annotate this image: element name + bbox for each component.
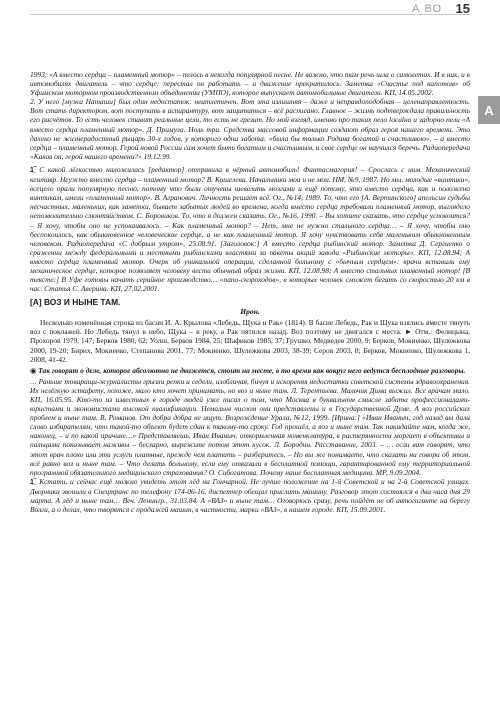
page-number: 15	[455, 1, 470, 16]
entry-body: Несколько изменённая строка из басни И. А. Крылова «Лебедь, Щука и Рак» (1814). В басне Лебедь, Рак и Щука взялись вместе тянуть воз с поклажей. Но Лебедь тянул в небо, Щука – в реку, а Рак пятился назад. Воз поэтому не двигался с места. ► Отм.: Фелицына, Прохоров 1979, 147; Берков 1980, 62; Уолш, Берков 1984, 25; Шафиков 1985, 37; Грушко, Медведев 2000, 9; Берков, Мокиенко, Шулежкова 2000, 19-20; Бирих, Мокиенко, Степанова 2001, 77; Мокиенко, Шулежкова 2003, 38-39; Серов 2003, 8; Берков, Мокиенко, Шулежкова 1, 2008, 41-42.	[30, 318, 470, 364]
paragraph: … Раньше товарищи-журналисты грызли репки и седели, изобличая, бичуя и искореняя недостатки советской системы здравоохранения. Их нелёгкую эстафету, похоже, мало кто хочет принимать, но воз и ныне там. Л. Терентьева. Мальчик Дима выжил. Все врачам мало. КП, 16.05.95. Кто-то из известных в городе людей уже писал о том, что Москва в буквальном смысле забита профессионалами-юристами и экономистами высокой квалификации. Немалым числом они представлены и в Государственной Думе. А воз российских проблем и ныне там. В. Романов. От добра добра не ищут. Возрождение Урала, №12, 1999. [Ирина:] «Иван Иваныч, год назад вы дали слово избирателям, что такой-то объект будет сдан к такому-то сроку. Год прошёл, а воз и ныне там. Так накидайте нам, когда же, наконец, – и по какой причине…» Представляешь, Иван Иваныч, откормленная номенклатура, в растерянности моргает в объективы и пальцами показывает наживы – бесхарно, вырежьте потом этот кусок. Л. Бородин. Расставание, 2003. – … если вам говорят, что этот врач плохо или эти услуги платные, прежде чем платить – разберитесь. – Но вы же понимаете, что сказать ни говори об этом, всё равно воз и ныне там. – Что делать больному, если ему отказали в бесплатной помощи, гарантированной ему территориальной программой обязательного медицинского страхования? О. Сибогатова. Почему наше бесплатная медицина. МР, 9.09.2004.	[30, 376, 470, 477]
example-marker-icon: 1⁠̲‾	[30, 166, 37, 174]
paragraph: 1993; «А вместо сердца – пламенный мотор» – пелось в некогда популярной песне. Не важно, что там речь шла о самолетах. И в них, и в автомобилях двигатель – что сердце: перестал он работать – и движение прекратилось. Заметка «Счастье под капотом» об Уфимском моторном производственном объединении (УМПО), которое выпускает автомобильные двигатели. КП, 14.05.2002.	[30, 70, 470, 98]
header-rule	[30, 14, 470, 15]
bullet-icon: ◉	[30, 365, 39, 375]
page-content	[30, 70, 470, 514]
paragraph: 2. У него [мужа Наташи] был один недостаток: неатлетичен. Вот эта излишняя – даже и неправдоподобная – целенаправленность. Вот стать директором, вот поступить в аспирантуру, вот защититься – всё расписано. Главное – жизнь подтверждала правильность его расчётов. То есть человек ставит реальные цели, то есть не грезит. Но мой взгляд, именно про таких пело localно и задорно пели «А вместо сердца пламенный мотор». Д. Примула. Ноль три. Средства массовой информации создают образ героя нашего времени. Это далеко не жизнерадостный рыцарь 30-х годов, у которого одна забота: «была бы только Родина богатой и счастливою», – а вместо сердца – пламенный мотор. Герой новой России сам хочет быть богатым и счастливым, и свое сердце он научился беречь. Радиопередача «Каков он, герой нашего времени?» 19.12.99.	[30, 97, 471, 161]
running-head: А ВО	[412, 3, 442, 15]
entry-headword: [А] ВОЗ И НЫНЕ ТАМ.	[30, 297, 121, 308]
thumb-index-tab[interactable]: А	[478, 96, 500, 124]
entry-style-label: Ирон.	[240, 307, 260, 317]
sense-definition: ◉ Так говорят о деле, которое абсолютно не движется, стоит на месте, в то время как вокруг него ведутся бесплодные разговоры.	[30, 365, 466, 375]
paragraph: 1⁠̲‾ Кстати, и сейчас ещё можно увидеть этот лёд на Гончарной. Не лучше положение на 1-й Советской и на 2-й Советской улицах. Дворники звонили в Спецтранс по телефону 174-06-16, диспетчер обещал прислать машину. Разговор этот состоялся в два часа дня 29 марта. А лёд и ныне там… Веч. Ленингр., 31.03.84. А «ВАЗ» и ныне там… Оговорюсь сразу, речь пойдёт не об автогиганте на берегу Волги, а о делах, что творятся с продажей машин, в частности, марки «ВАЗ», в нашем городе. КП, 15.09.2001.	[30, 476, 470, 515]
example-marker-icon: 1⁠̲‾	[30, 478, 37, 486]
paragraph: 1⁠̲‾ С какой лёгкостью наложилась [редактор] отправила в чёрный автомобиль! Фантасмагория! – Срослась с ним. Механический кентавр. Неужто вместо сердца – пламенный мотор? В. Кошелева. Начальники мои и не мои. НМ, №9, 1987. Но мы, молодые «винтики», всецело орали популярную песню, потому что были отучены шевелить мозгами и ещё потому, что вместо сердца, как и положено винтикам, имели «пламенный мотор». В. Агранович. Личность решает всё. Ог., №14, 1989. То, что его [А. Вертинского] апельсин судьбы несчастных, маленьких, как заметки, бывает забытых людей во времена, когда вместо сердца требовали пламенный мотор, выглядело непозволительно слюнтяйством. С. Боровиков. То, что я должен сказать. Ог., №16, 1990. – Вы хотите сказать, что сердце успокоится? – Я хочу, чтобы оно не успокаивалось. – Как пламенный мотор? – Нет, мне не нужно стального сердца… – Я хочу, чтобы оно беспокоилось, как обыкновенное человеческое сердце, а не как пламенный мотор. Я хочу чувствовать себя маленьким обыкновенным человеком. Радиопередача «С добрым утром», 25.08.91. [Заголовок:] А вместо сердца рыбинский мотор. Заметка Д. Сергиенко о сражении между федеральными и местными рыбинскими властями за пакеты акций завода «Рыбинские моторы». КП, 12.08.94; А вместо сердца пламенный мотор. Очерк об уникальной операции, сделанной больному с «бычьим сердцем»: врачи вставили ему механическое сердце, которое позволяет человеку вести обычный образ жизни. КП, 12.08.98; А вместо стальных пламенный мотор! [В тексте:] В Уфе готовы начать серийное производство… «папо-скороходов», в которых человек сможет бегать со скоростью 20 км в час. Статья С. Аверина. КП, 27.02.2001.	[30, 164, 470, 294]
